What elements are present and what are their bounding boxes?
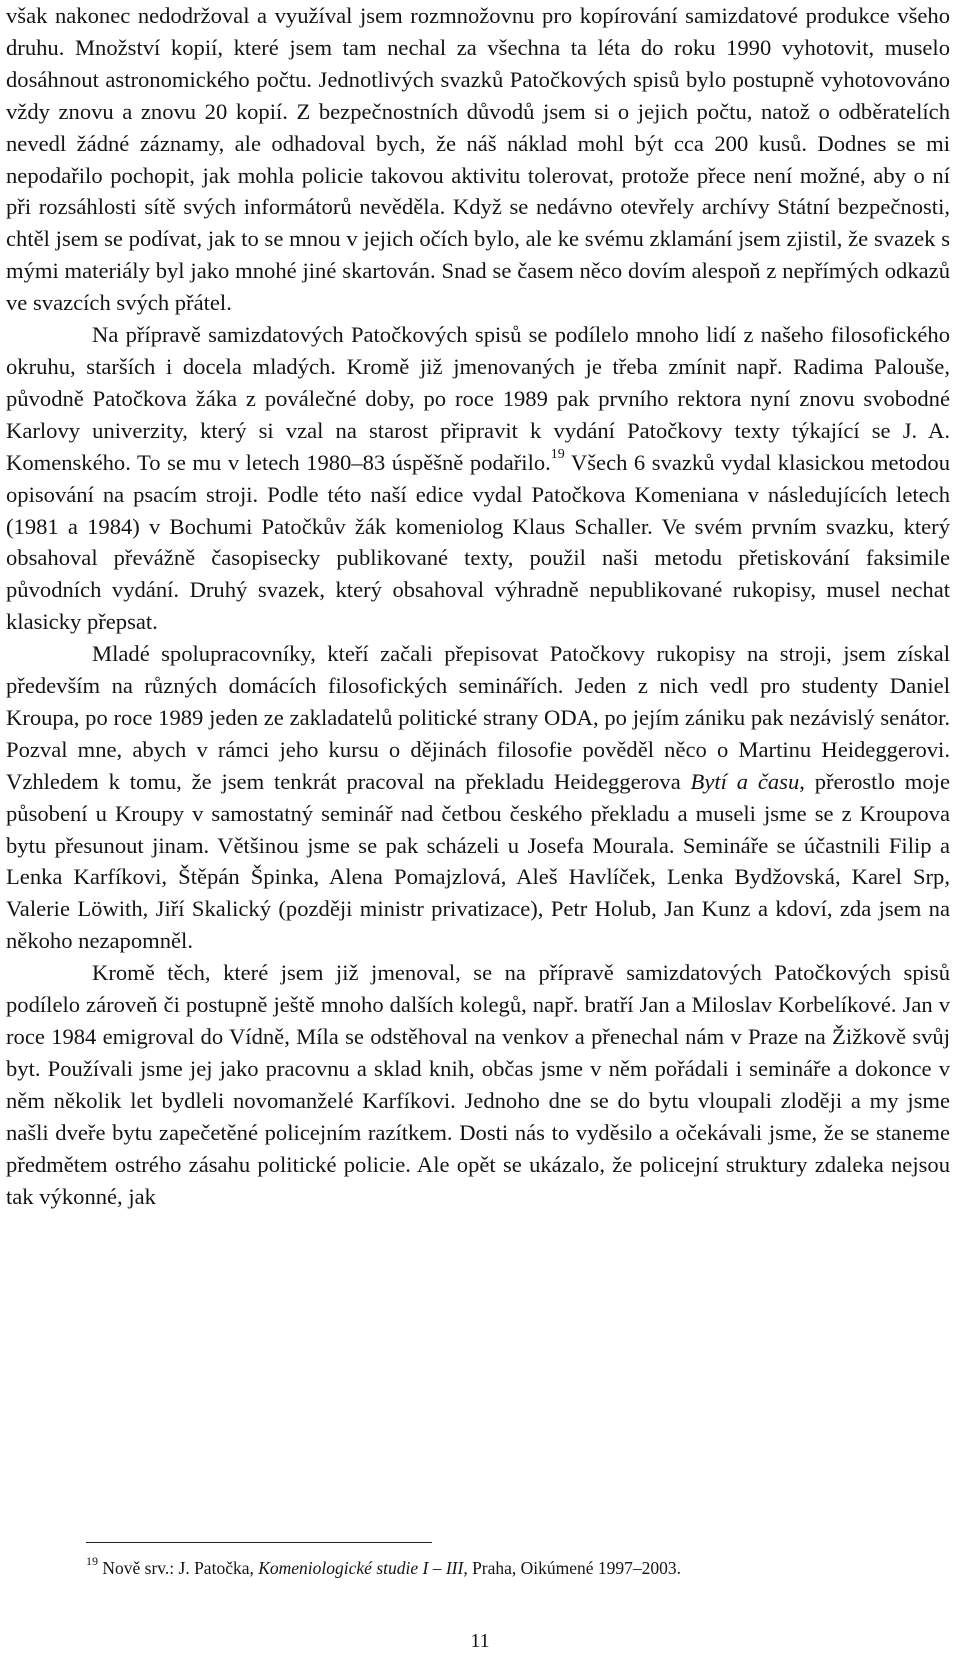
footnote-title: Komeniologické studie I – III, [258,1558,468,1578]
paragraph-text: Mladé spolupracovníky, kteří začali přepisovat Patočkovy rukopisy na stroji, jsem získal především na různých domácích filosofických seminářích. Jeden z nich vedl pro studenty Daniel Kroupa, po roce 1989 jeden ze zakladatelů politické strany ODA, po jejím zániku pak nezávislý senátor. Pozval mne, abych v rámci jeho kursu o dějinách filosofie pověděl něco o Martinu Heideggerovi. Vzhledem k tomu, že jsem tenkrát pracoval na překladu Heideggerova [6,641,950,794]
footnote [86,1556,946,1580]
paragraph-other-colleagues [6,957,950,1212]
paragraph-patocka-editors [6,319,950,638]
book-title: Bytí a času [690,768,800,794]
paragraph-continued [6,0,950,319]
paragraph-text: Kromě těch, které jsem již jmenoval, se na přípravě samizdatových Patočkových spisů podílelo zároveň či postupně ještě mnoho dalších kolegů, např. bratří Jan a Miloslav Korbelíkové. Jan v roce 1984 emigroval do Vídně, Míla se odstěhoval na venkov a přenechal nám v Praze na Žižkově svůj byt. Používali jsme jej jako pracovnu a sklad knih, občas jsme v něm pořádali i semináře a dokonce v něm několik let bydleli novomanželé Karfíkovi. Jednoho dne se do bytu vloupali zloději a my jsme našli dveře bytu zapečetěné policejním razítkem. Dosti nás to vyděsilo a očekávali jsme, že se staneme předmětem ostrého zásahu politické policie. Ale opět se ukázalo, že policejní struktury zdaleka nejsou tak výkonné, jak [6,960,950,1209]
footnote-number: 19 [86,1554,98,1569]
paragraph-young-collaborators [6,638,950,957]
footnote-prefix: Nově srv.: J. Patočka, [98,1558,259,1578]
paragraph-text: Všech 6 svazků vydal klasickou metodou opisování na psacím stroji. Podle této naší edice vydal Patočkova Komeniana v následujících letech (1981 a 1984) v Bochumi Patočkův žák komeniolog Klaus Schaller. Ve svém prvním svazku, který obsahoval převážně časopisecky publikované texty, použil naši metodu přetiskování faksimile původních vydání. Druhý svazek, který obsahoval výhradně nepublikované rukopisy, musel nechat klasicky přepsat. [6,449,950,635]
page-number: 11 [470,1630,490,1652]
footnote-separator [86,1542,432,1543]
paragraph-text: , přerostlo moje působení u Kroupy v samostatný seminář nad četbou českého překladu a museli jsme se z Kroupova bytu přesunout jinam. Většinou jsme se pak scházeli u Josefa Mourala. Semináře se účastnili Filip a Lenka Karfíkovi, Štěpán Špinka, Alena Pomajzlová, Aleš Havlíček, Lenka Bydžovská, Karel Srp, Valerie Löwith, Jiří Skalický (později ministr privatizace), Petr Holub, Jan Kunz a kdoví, zda jsem na někoho nezapomněl. [6,768,950,954]
paragraph-text: Na přípravě samizdatových Patočkových spisů se podílelo mnoho lidí z našeho filosofického okruhu, starších i docela mladých. Kromě již jmenovaných je třeba zmínit např. Radima Palouše, původně Patočkova žáka z poválečné doby, po roce 1989 pak prvního rektora nyní znovu svobodné Karlovy univerzity, který si vzal na starost připravit k vydání Patočkovy texty týkající se J. A. Komenského. To se mu v letech 1980–83 úspěšně podařilo. [6,322,950,475]
footnote-reference[interactable]: 19 [550,447,565,463]
body-text [6,0,950,1212]
paragraph-text: však nakonec nedodržoval a využíval jsem rozmnožovnu pro kopírování samizdatové produkce všeho druhu. Množství kopií, které jsem tam nechal za všechna ta léta do roku 1990 vyhotovit, muselo dosáhnout astronomického počtu. Jednotlivých svazků Patočkových spisů bylo postupně vyhotovováno vždy znovu a znovu 20 kopií. Z bezpečnostních důvodů jsem si o jejich počtu, natož o odběratelích nevedl žádné záznamy, ale odhadoval bych, že náš náklad mohl být cca 200 kusů. Dodnes se mi nepodařilo pochopit, jak mohla policie takovou aktivitu tolerovat, protože přece není možné, aby o ní při rozsáhlosti sítě svých informátorů nevěděla. Když se nedávno otevřely archívy Státní bezpečnosti, chtěl jsem se podívat, jak to se mnou v jejich očích bylo, ale ke svému zklamání jsem zjistil, že svazek s mými materiály byl jako mnohé jiné skartován. Snad se časem něco dovím alespoň z nepřímých odkazů ve svazcích svých přátel. [6,3,950,316]
footnote-suffix: Praha, Oikúmené 1997–2003. [467,1558,682,1578]
